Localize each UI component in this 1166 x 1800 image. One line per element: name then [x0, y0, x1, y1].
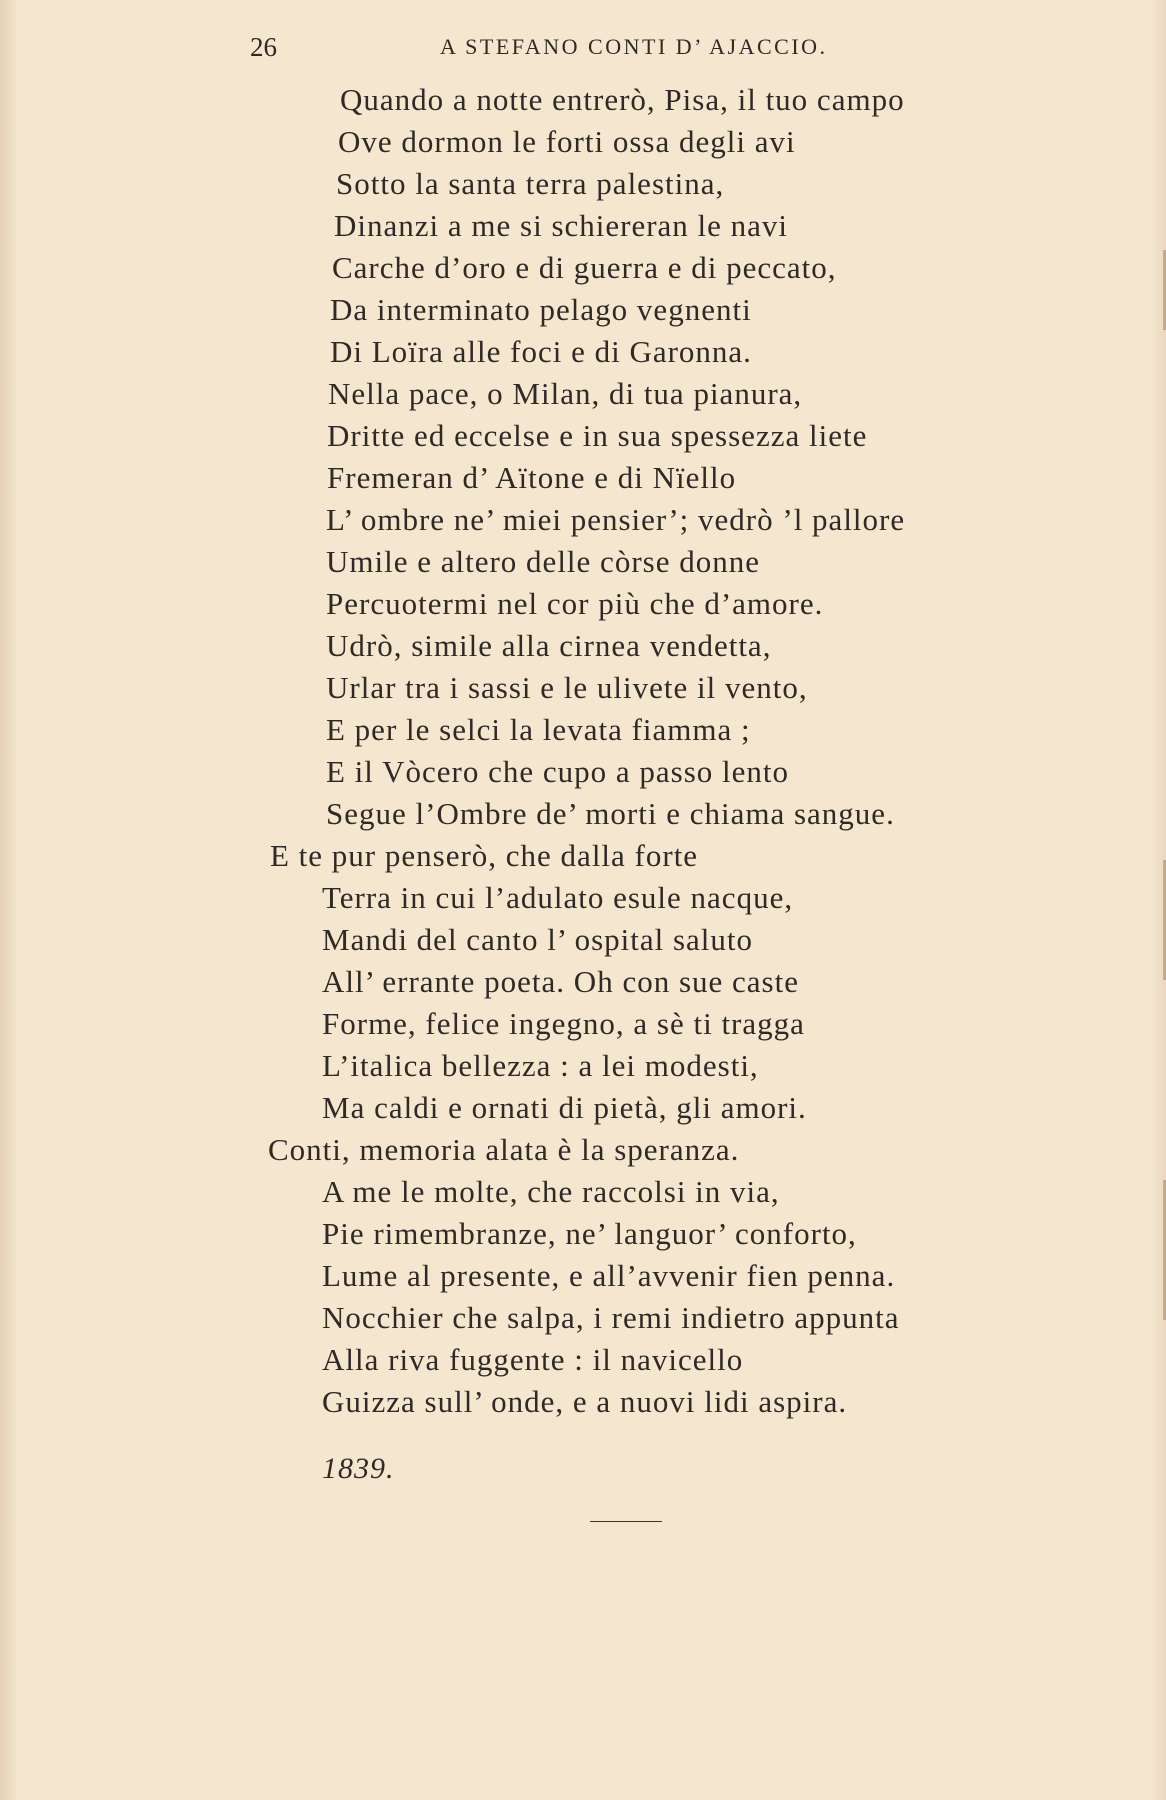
poem-line: Segue l’Ombre de’ morti e chiama sangue. [326, 796, 895, 831]
poem-line: Ove dormon le forti ossa degli avi [338, 124, 796, 159]
poem-line: Lume al presente, e all’avvenir fien penna. [322, 1258, 896, 1293]
poem-line: Carche d’oro e di guerra e di peccato, [332, 250, 837, 285]
poem-line: Udrò, simile alla cirnea vendetta, [326, 628, 772, 663]
poem-line: E te pur penserò, che dalla forte [270, 838, 699, 873]
poem-line: Pie rimembranze, ne’ languor’ conforto, [322, 1216, 857, 1251]
page-header [250, 30, 850, 66]
poem-line: Nella pace, o Milan, di tua pianura, [328, 376, 803, 411]
poem-line: Da interminato pelago vegnenti [330, 292, 752, 327]
poem-line: Guizza sull’ onde, e a nuovi lidi aspira. [322, 1384, 848, 1419]
poem-line: Terra in cui l’adulato esule nacque, [322, 880, 794, 915]
poem-line: E il Vòcero che cupo a passo lento [326, 754, 789, 789]
poem-line: Alla riva fuggente : il navicello [322, 1342, 744, 1377]
poem-line: E per le selci la levata fiamma ; [326, 712, 751, 747]
page-number: 26 [250, 32, 277, 62]
poem-line: Mandi del canto l’ ospital saluto [322, 922, 754, 957]
poem-line: Forme, felice ingegno, a sè ti tragga [322, 1006, 805, 1041]
poem-line: Nocchier che salpa, i remi indietro appunta [322, 1300, 900, 1335]
poem-line: Conti, memoria alata è la speranza. [268, 1132, 740, 1167]
poem-line: Urlar tra i sassi e le ulivete il vento, [326, 670, 808, 705]
closing-rule [590, 1521, 662, 1522]
poem-date: 1839. [322, 1452, 395, 1485]
poem-line: Quando a notte entrerò, Pisa, il tuo campo [340, 82, 905, 117]
poem-line: Percuotermi nel cor più che d’amore. [326, 586, 824, 621]
poem-line: L’italica bellezza : a lei modesti, [322, 1048, 759, 1083]
poem-line: A me le molte, che raccolsi in via, [322, 1174, 780, 1209]
poem-line: Dinanzi a me si schiereran le navi [334, 208, 789, 243]
poem-line: Umile e altero delle còrse donne [326, 544, 760, 579]
poem-line: Di Loïra alle foci e di Garonna. [330, 334, 752, 369]
poem-line: L’ ombre ne’ miei pensier’; vedrò ’l pallore [326, 502, 906, 537]
poem-line: Sotto la santa terra palestina, [336, 166, 725, 201]
poem-line: Dritte ed eccelse e in sua spessezza liete [327, 418, 868, 453]
poem-line: Fremeran d’ Aïtone e di Nïello [327, 460, 737, 495]
running-head: A STEFANO CONTI D’ AJACCIO. [440, 34, 828, 59]
poem-line: Ma caldi e ornati di pietà, gli amori. [322, 1090, 807, 1125]
poem-line: All’ errante poeta. Oh con sue caste [322, 964, 799, 999]
